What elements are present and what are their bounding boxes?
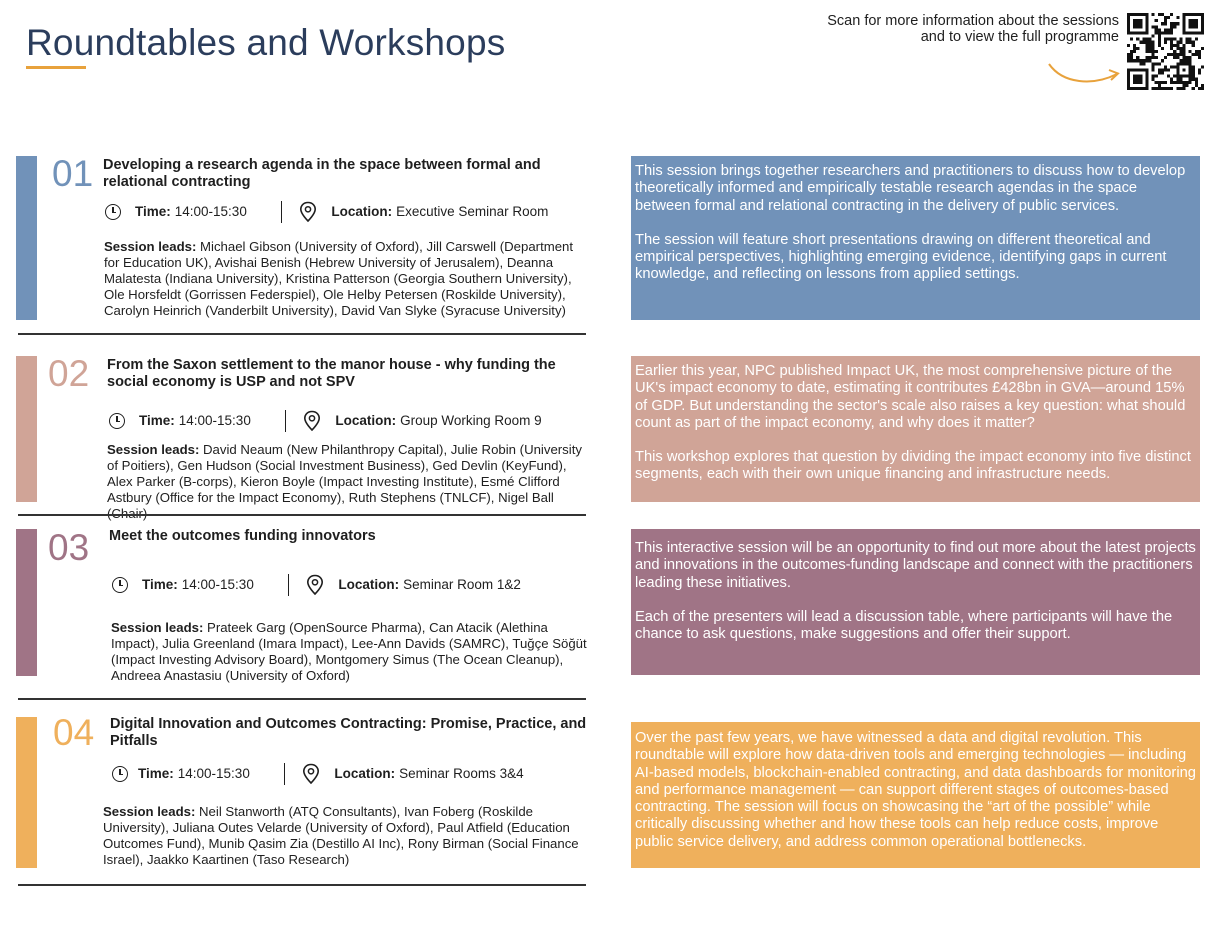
session-description	[631, 529, 1200, 675]
time-label: Time:	[135, 204, 171, 219]
leads-label: Session leads:	[104, 239, 197, 254]
session-color-bar	[16, 717, 37, 868]
separator	[288, 574, 290, 596]
session-leads	[103, 804, 581, 868]
description-paragraph: This session brings together researchers and practitioners to discuss how to develop theoretically informed and empirically testable research agendas in the space between formal and relational contracting in the delivery of public services.	[635, 163, 1186, 214]
session-location: Group Working Room 9	[400, 413, 542, 428]
leads-label: Session leads:	[107, 442, 200, 457]
leads-text: David Neaum (New Philanthropy Capital), Julie Robin (University of Poitiers), Gen Hudson (Social Investment Business), Ged Devlin (KeyFund), Alex Parker (B-corps), Kieron Boyle (Impact Investing Institute), Esmé Clifford Astbury (Office for the Impact Economy), Ruth Stephens (TNLCF), Nigel Ball	[107, 442, 582, 505]
session-title: From the Saxon settlement to the manor house - why funding the social economy is USP and not SPV	[107, 357, 556, 390]
description-paragraph: Earlier this year, NPC published Impact UK, the most comprehensive picture of the UK's impact economy to date, estimating it contributes £428bn in GVA—around 15% of GDP. But understanding the sector's scale also raises a key question: what should count as part of the impact economy, and why does it matter?	[635, 363, 1186, 431]
time-label: Time:	[142, 577, 178, 592]
location-pin-icon	[305, 574, 325, 596]
session-number: 04	[53, 712, 95, 753]
section-divider	[18, 514, 586, 516]
location-pin-icon	[301, 763, 321, 785]
description-paragraph: This interactive session will be an opportunity to find out more about the latest projects and innovations in the outcomes-funding landscape and connect with the practitioners leading these initiatives.	[635, 540, 1196, 591]
section-divider	[18, 333, 586, 335]
leads-text: Michael Gibson (University of Oxford), Jill Carswell (Department for Education UK), Avishai Benish (Hebrew University of Jerusalem), Deanna Malatesta (Indiana University), Kristina Patterson (Georgia Southern University), Ole Horsfeldt (Gorrissen Federspiel), Ole Helby Petersen (Roskilde University), Carolyn Heinrich (Vanderbilt University), David Van Slyke (Syracuse University)	[104, 239, 574, 318]
session-time: 14:00-15:30	[181, 577, 254, 592]
session-title: Digital Innovation and Outcomes Contracting: Promise, Practice, and Pitfalls	[110, 716, 587, 749]
session-description	[631, 156, 1200, 320]
time-label: Time:	[139, 413, 175, 428]
leads-text: Prateek Garg (OpenSource Pharma), Can Atacik (Alethina Impact), Julia Greenland (Imara Impact), Lee-Ann Davids (SAMRC), Tuğçe Söğüt (Impact Investing Advisory Board), Montgomery Simus (The Ocean Cleanup), Andreea Anastasiu (University of Oxford)	[111, 620, 587, 683]
location-label: Location:	[338, 577, 400, 592]
session-color-bar	[16, 156, 37, 320]
session-description	[631, 722, 1200, 868]
location-pin-icon	[302, 410, 322, 432]
session-meta	[109, 410, 542, 432]
description-paragraph: Over the past few years, we have witnessed a data and digital revolution. This roundtable will explore how data-driven tools and emerging technologies — including AI-based models, blockchain-enabled contracting, and data dashboards for monitoring and performance management — can support different stages of outcomes-based contracting. The session will focus on showcasing the “art of the possible” while critically discussing whether and how these tools can help reduce costs, improve public service delivery, and address common operational bottlenecks.	[635, 730, 1196, 850]
session-meta	[112, 574, 521, 596]
page-title: Roundtables and Workshops	[26, 22, 506, 63]
session-number: 02	[48, 353, 90, 394]
location-pin-icon	[298, 201, 318, 223]
description-paragraph: Each of the presenters will lead a discussion table, where participants will have the chance to ask questions, make suggestions and offer their support.	[635, 608, 1173, 643]
location-label: Location:	[335, 413, 397, 428]
session-meta	[105, 201, 548, 223]
session-leads	[111, 620, 587, 684]
section-divider	[18, 884, 586, 886]
qr-code-icon[interactable]	[1127, 13, 1204, 90]
session-number: 01	[52, 153, 94, 194]
session-number: 03	[48, 527, 90, 568]
leads-label: Session leads:	[111, 620, 204, 635]
leads-text: Neil Stanworth (ATQ Consultants), Ivan Foberg (Roskilde University), Juliana Outes Velarde (University of Oxford), Paul Atfield (Education Outcomes Fund), Munib Qasim Zia (Destillo AI Inc), Rony Birman (Social Finance Israel), Jaakko Kaartinen (Taso Research)	[103, 804, 579, 867]
separator	[285, 410, 287, 432]
session-color-bar	[16, 529, 37, 676]
description-paragraph: This workshop explores that question by dividing the impact economy into five distinct segments, each with their own unique financing and infrastructure needs.	[635, 449, 1191, 483]
session-leads	[107, 442, 585, 522]
session-location: Executive Seminar Room	[396, 204, 549, 219]
location-label: Location:	[331, 204, 393, 219]
session-title: Meet the outcomes funding innovators	[109, 528, 376, 544]
clock-icon	[112, 577, 128, 593]
separator	[281, 201, 283, 223]
session-location: Seminar Rooms 3&4	[399, 766, 524, 781]
arrow-icon	[1045, 58, 1123, 88]
section-divider	[18, 698, 586, 700]
session-description	[631, 356, 1200, 502]
session-leads	[104, 239, 582, 319]
session-time: 14:00-15:30	[174, 204, 247, 219]
session-color-bar	[16, 356, 37, 502]
clock-icon	[112, 766, 128, 782]
description-paragraph: The session will feature short presentations drawing on different theoretical and empirical perspectives, highlighting emerging evidence, identifying gaps in current knowledge, and reflecting on lessons from applied settings.	[635, 231, 1167, 283]
session-location: Seminar Room 1&2	[403, 577, 521, 592]
scan-text: Scan for more information about the sessions and to view the full programme	[827, 13, 1119, 45]
session-time: 14:00-15:30	[178, 413, 251, 428]
separator	[284, 763, 286, 785]
session-time: 14:00-15:30	[177, 766, 250, 781]
clock-icon	[109, 413, 125, 429]
session-title: Developing a research agenda in the space between formal and relational contracting	[103, 157, 541, 190]
session-meta	[112, 763, 524, 785]
title-underline	[26, 66, 86, 69]
time-label: Time:	[138, 766, 174, 781]
clock-icon	[105, 204, 121, 220]
leads-label: Session leads:	[103, 804, 196, 819]
location-label: Location:	[334, 766, 396, 781]
